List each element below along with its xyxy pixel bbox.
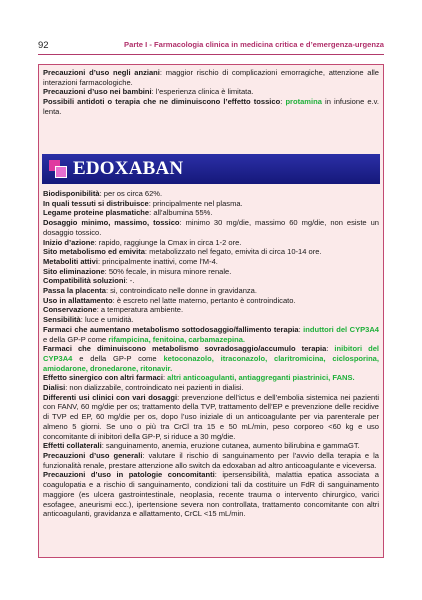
highlighted-drug-text: rifampicina, fenitoina, carbamazepina. bbox=[108, 334, 246, 344]
monograph-entry bbox=[43, 315, 379, 325]
monograph-entry bbox=[43, 199, 379, 209]
entry-text: : bbox=[326, 344, 335, 354]
entry-text: : bbox=[162, 373, 168, 383]
monograph-entry bbox=[43, 208, 379, 218]
monograph-entry bbox=[43, 441, 379, 451]
entry-label: Precauzioni d’uso generali bbox=[43, 450, 143, 460]
entry-label: Differenti usi clinici con vari dosaggi bbox=[43, 392, 178, 402]
entry-label: Compatibilità soluzioni bbox=[43, 276, 126, 286]
running-head: Parte I - Farmacologia clinica in medicina critica e d’emergenza-urgenza bbox=[124, 40, 384, 49]
highlighted-drug-text: inibitori del CYP3A4 bbox=[43, 344, 379, 363]
entry-label: Inizio d’azione bbox=[43, 237, 95, 247]
entry-label: Farmaci che diminuiscono metabolismo sovradosaggio/accumulo terapia bbox=[43, 344, 327, 354]
monograph-entry bbox=[43, 305, 379, 315]
highlighted-drug-text: induttori del CYP3A4 bbox=[303, 324, 379, 334]
entry-label: Farmaci che aumentano metabolismo sottodosaggio/fallimento terapia bbox=[43, 324, 299, 334]
highlighted-drug-text: altri anticoagulanti, antiaggreganti piastrinici, FANS. bbox=[167, 373, 355, 383]
entry-text: in infusione e.v. lenta. bbox=[43, 97, 379, 116]
entry-text: : metabolizzato nel fegato, emivita di circa 10-14 ore. bbox=[144, 247, 322, 257]
drug-marker-icon bbox=[49, 160, 67, 178]
monograph-entry bbox=[43, 286, 379, 296]
entry-label: Passa la placenta bbox=[43, 286, 106, 296]
drug-name: EDOXABAN bbox=[73, 158, 184, 179]
entry-label: Conservazione bbox=[43, 305, 97, 315]
drug-monograph bbox=[43, 189, 379, 519]
entry-text: : sanguinamento, anemia, eruzione cutanea, aumento bilirubina e gammaGT. bbox=[101, 441, 360, 451]
monograph-entry bbox=[43, 218, 379, 237]
entry-text: : -. bbox=[125, 276, 135, 286]
entry-label: Metaboliti attivi bbox=[43, 256, 98, 266]
monograph-entry bbox=[43, 238, 379, 248]
monograph-entry bbox=[43, 267, 379, 277]
entry-text: : è escreto nel latte materno, pertanto è controindicato. bbox=[112, 295, 296, 305]
entry-label: Biodisponibilità bbox=[43, 189, 100, 198]
monograph-entry bbox=[43, 344, 379, 373]
entry-text: : maggior rischio di complicazioni emorragiche, attenzione alle interazioni farmacologiche. bbox=[43, 68, 380, 87]
entry-text: : luce e umidità. bbox=[80, 315, 134, 325]
monograph-entry bbox=[43, 451, 379, 470]
entry-text: : principalmente inattivi, come l’M-4. bbox=[97, 256, 218, 266]
entry-text: : 50% fecale, in misura minore renale. bbox=[104, 266, 232, 276]
entry-label: Sito eliminazione bbox=[43, 266, 105, 276]
entry-text: : l’esperienza clinica è limitata. bbox=[151, 87, 254, 97]
drug-info-box bbox=[38, 64, 384, 558]
entry-label: Sensibilità bbox=[43, 315, 81, 325]
entry-text: : per os circa 62%. bbox=[99, 189, 163, 198]
drug-title-banner bbox=[42, 154, 380, 184]
entry-text: : prevenzione dell’ictus e dell’embolia sistemica nei pazienti con FANV, 60 mg/die per os; trattamento della TVP, trattamento dell’EP e prevenzione delle recidive di TVP ed EP, 60 mg/die per os, dopo l’uso iniziale di un anticoagulante per via parenterale per almeno 5 giorni. Se uno o più tra CrCl tra 15 e 50 mL/min, peso corporeo <60 kg e uso concomitante di inibitori della GP-P, si riduce a 30 mg/die. bbox=[43, 392, 379, 441]
entry-label: Legame proteine plasmatiche bbox=[43, 208, 150, 218]
entry-text: e della GP-P come bbox=[72, 353, 164, 363]
entry-text: : minimo 30 mg/die, massimo 60 mg/die, non esiste un dosaggio tossico. bbox=[43, 218, 379, 237]
monograph-entry bbox=[43, 470, 379, 519]
monograph-entry bbox=[43, 97, 379, 116]
monograph-entry bbox=[43, 257, 379, 267]
entry-text: : non dializzabile, controindicato nei pazienti in dialisi. bbox=[65, 383, 244, 393]
entry-text: : rapido, raggiunge la Cmax in circa 1-2 ore. bbox=[94, 237, 242, 247]
entry-label: Dosaggio minimo, massimo, tossico bbox=[43, 218, 180, 228]
monograph-entry bbox=[43, 296, 379, 306]
entry-label: Precauzioni d’uso in patologie concomitanti bbox=[43, 470, 215, 480]
monograph-entry bbox=[43, 325, 379, 344]
entry-text: : principalmente nel plasma. bbox=[148, 198, 243, 208]
page-header bbox=[38, 40, 384, 55]
entry-label: Precauzioni d’uso nei bambini bbox=[43, 87, 152, 97]
monograph-entry bbox=[43, 276, 379, 286]
entry-text: : ipersensibilità, malattia epatica associata a coagulopatia e a rischio di sanguinamento, condizioni tali da costituire un FdR di sanguinamento maggiore (es ulcera gastrointestinale, neoplasia, recente trauma o intervento chirurgico, varici esofagee, aneurismi ecc.), ipertensione severa non controllata, trattamento concomitante con altri anticoagulanti, gravidanza e allattamento, CrCL <15 mL/min. bbox=[43, 470, 379, 519]
entry-label: Effetti collaterali bbox=[43, 441, 102, 451]
previous-drug-notes bbox=[43, 68, 379, 117]
monograph-entry bbox=[43, 247, 379, 257]
entry-text: : a temperatura ambiente. bbox=[96, 305, 184, 315]
entry-label: Uso in allattamento bbox=[43, 295, 113, 305]
entry-label: Precauzioni d’uso negli anziani bbox=[43, 68, 160, 77]
monograph-entry bbox=[43, 383, 379, 393]
page-number: 92 bbox=[38, 40, 49, 51]
monograph-entry bbox=[43, 393, 379, 442]
highlighted-drug-text: ketoconazolo, itraconazolo, claritromicina, ciclosporina, amiodarone, dronedarone, ritonavir. bbox=[43, 353, 379, 373]
entry-text: : bbox=[298, 324, 304, 334]
entry-text: : valutare il rischio di sanguinamento per l’avvio della terapia e la funzionalità renale, prestare attenzione allo switch da edoxaban ad altro anticoagulante e viceversa. bbox=[43, 450, 380, 470]
monograph-entry bbox=[43, 189, 379, 199]
entry-text: : all’albumina 55%. bbox=[149, 208, 213, 218]
entry-text: : bbox=[280, 97, 286, 107]
monograph-entry bbox=[43, 68, 379, 87]
monograph-entry bbox=[43, 87, 379, 97]
monograph-entry bbox=[43, 373, 379, 383]
entry-label: Effetto sinergico con altri farmaci bbox=[43, 373, 163, 383]
entry-text: e della GP-P come bbox=[43, 334, 109, 344]
entry-label: In quali tessuti si distribuisce bbox=[43, 198, 149, 208]
entry-label: Possibili antidoti o terapia che ne diminuiscono l’effetto tossico bbox=[43, 97, 281, 107]
highlighted-drug-text: protamina bbox=[285, 97, 322, 107]
entry-label: Sito metabolismo ed emivita bbox=[43, 247, 145, 257]
entry-label: Dialisi bbox=[43, 383, 66, 393]
entry-text: : si, controindicato nelle donne in gravidanza. bbox=[105, 286, 257, 296]
